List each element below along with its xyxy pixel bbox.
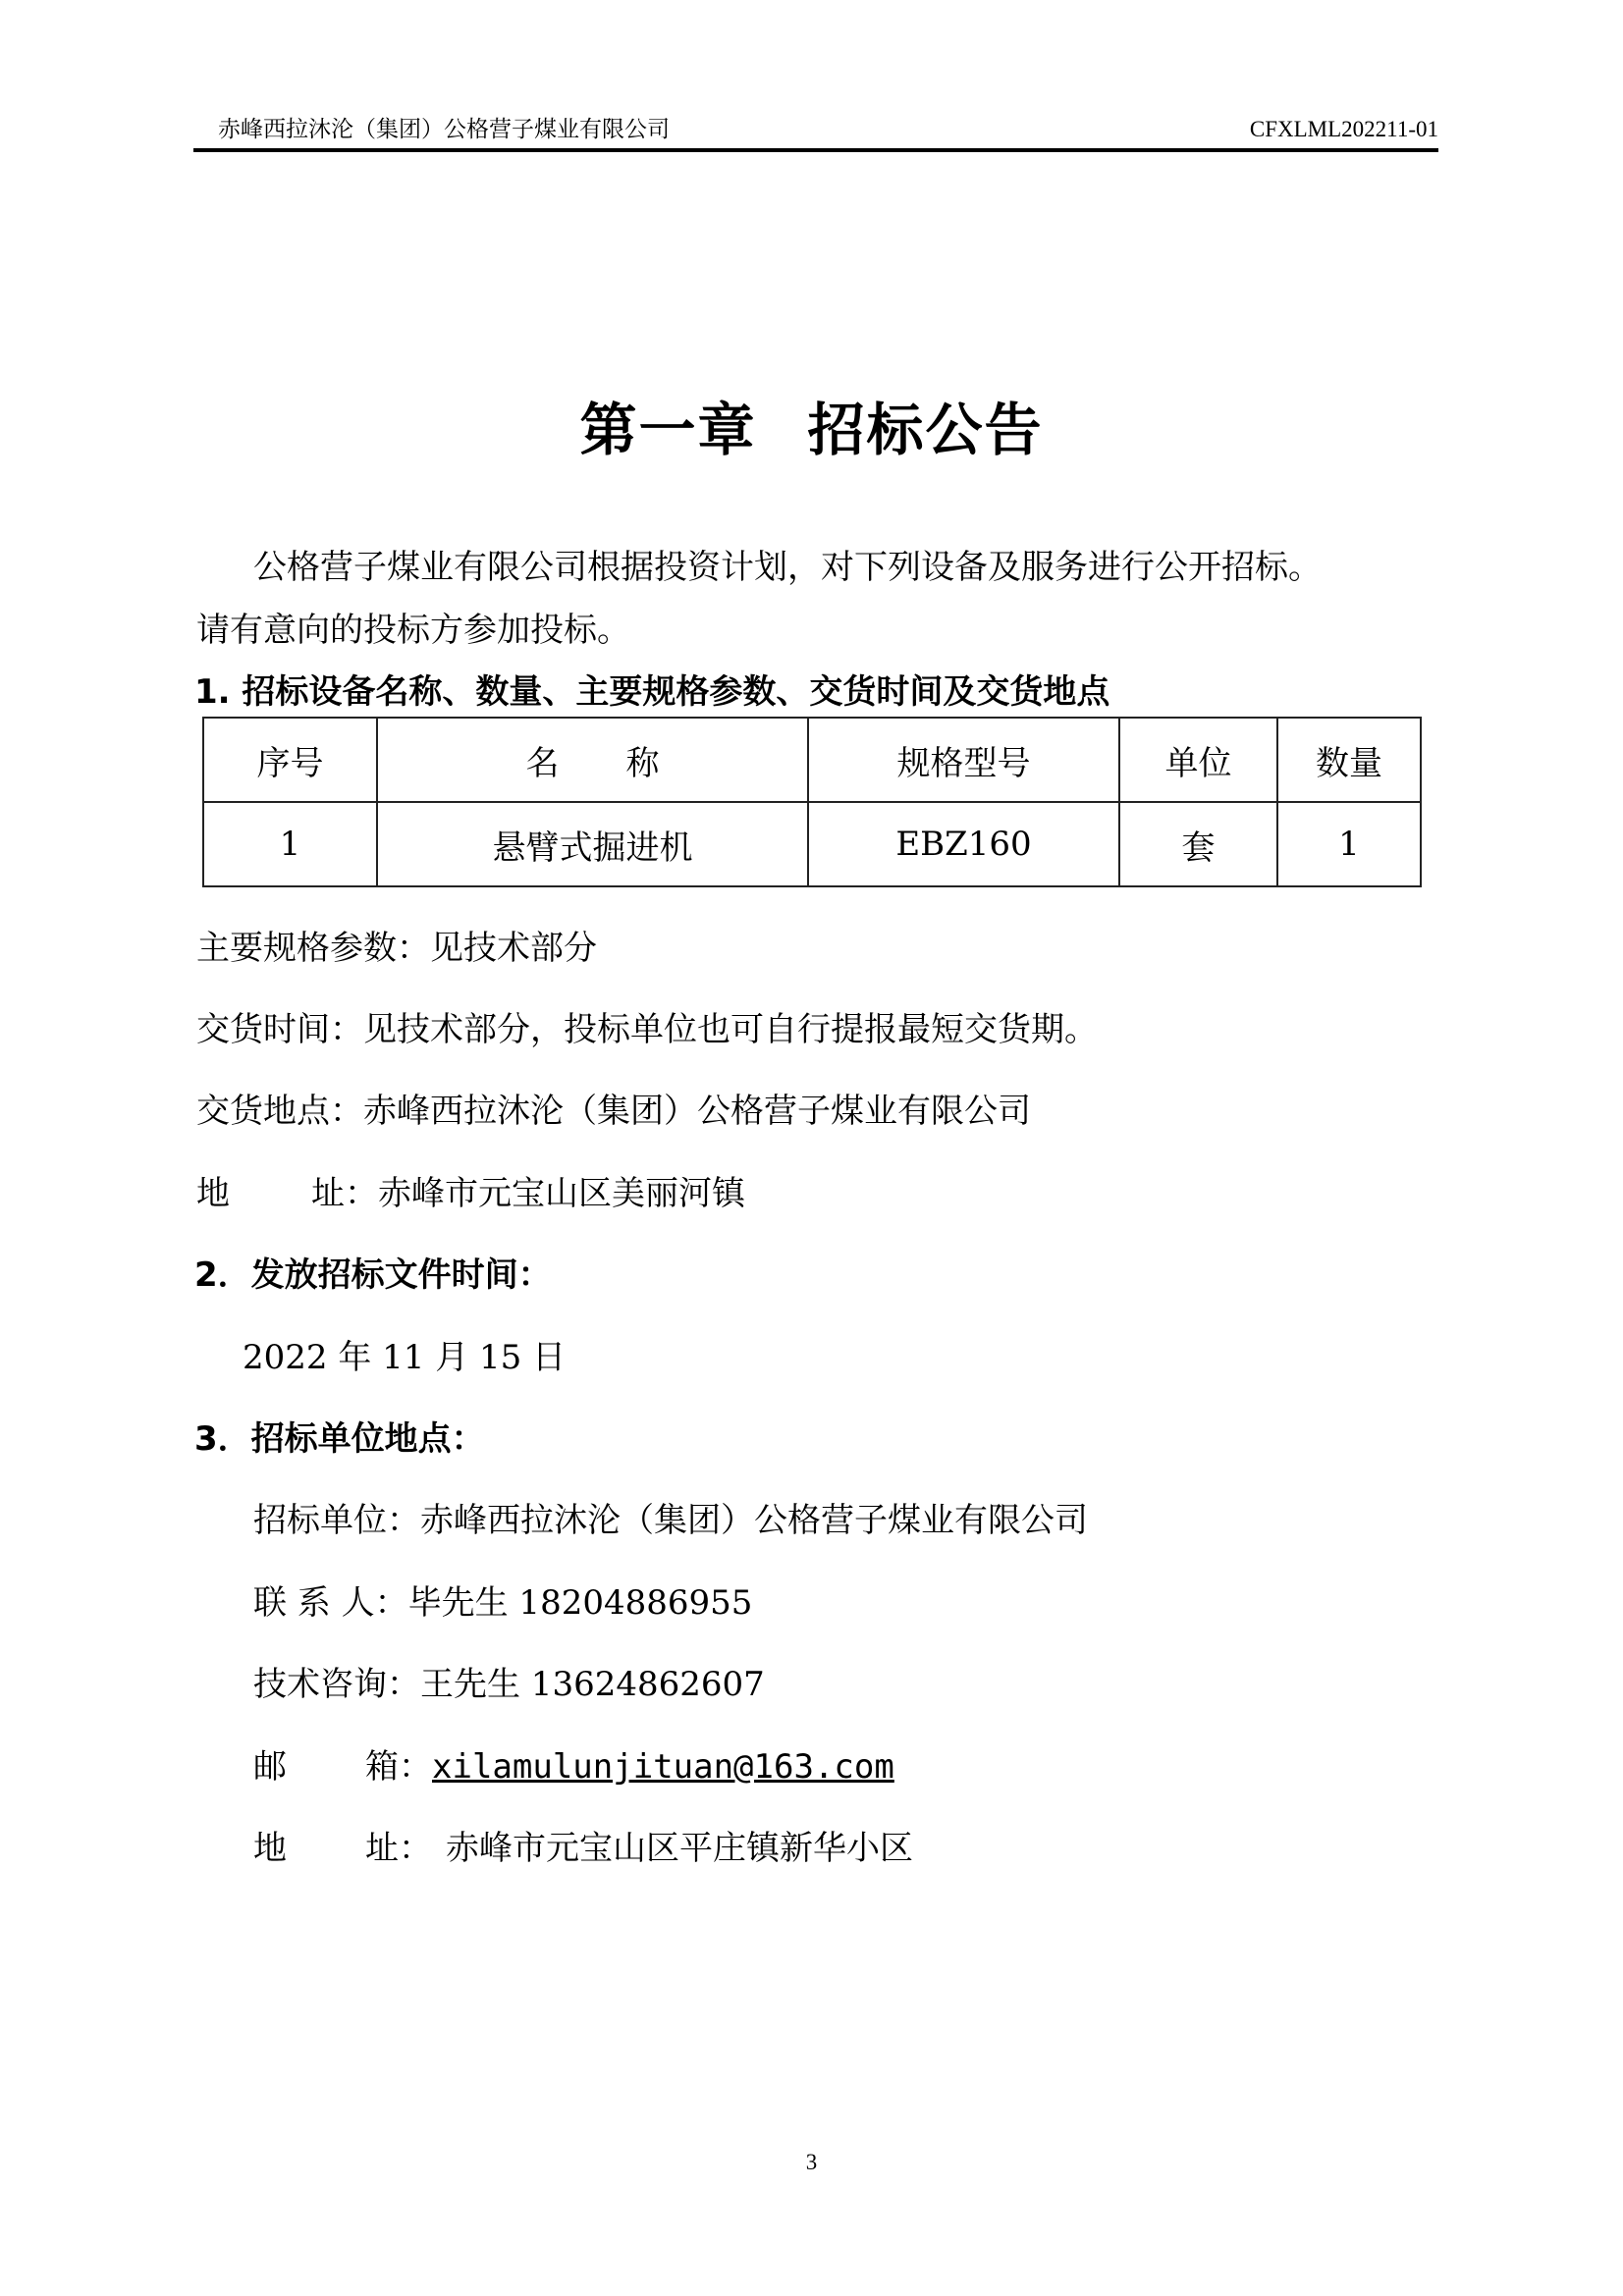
delivery-time-line: 交货时间：见技术部分，投标单位也可自行提报最短交货期。: [196, 1010, 1098, 1049]
contact-line: [253, 1581, 752, 1625]
title-chapter: 第一章: [579, 397, 757, 463]
address-line: [196, 1172, 745, 1215]
contact-value: 毕先生 18204886955: [407, 1583, 753, 1623]
contact-label: 联 系 人：: [253, 1583, 408, 1623]
col-header-quantity: 数量: [1277, 718, 1421, 802]
header-company: 赤峰西拉沐沦（集团）公格营子煤业有限公司: [218, 117, 670, 142]
tender-unit-value: 赤峰西拉沐沦（集团）公格营子煤业有限公司: [420, 1501, 1088, 1540]
tech-consult-label: 技术咨询：: [253, 1665, 420, 1704]
specs-line: 主要规格参数：见技术部分: [196, 929, 597, 968]
unit-address-line: [253, 1827, 913, 1870]
email-label: 邮: [253, 1747, 287, 1787]
address-label-2: 址：: [311, 1174, 378, 1213]
tender-unit-line: [253, 1499, 1088, 1542]
header-divider: [193, 148, 1438, 152]
unit-address-label-2: 址：: [365, 1829, 432, 1868]
header-doc-code: CFXLML202211-01: [1249, 117, 1438, 141]
section-2-heading: 2．发放招标文件时间：: [194, 1255, 552, 1295]
table-row: [203, 802, 1421, 886]
unit-address-label: 地: [253, 1829, 287, 1868]
cell-name: 悬臂式掘进机: [377, 802, 808, 886]
tech-consult-line: [253, 1663, 765, 1706]
col-header-unit: 单位: [1119, 718, 1277, 802]
equipment-table: [202, 717, 1422, 887]
tech-consult-value: 王先生 13624862607: [420, 1665, 765, 1704]
intro-line-2: 请有意向的投标方参加投标。: [196, 611, 630, 650]
col-header-name: 名 称: [377, 718, 808, 802]
section-1-heading: 1. 招标设备名称、数量、主要规格参数、交货时间及交货地点: [194, 672, 1110, 712]
cell-index: 1: [203, 802, 377, 886]
page-title: [0, 393, 1623, 467]
col-header-model: 规格型号: [808, 718, 1119, 802]
cell-unit: 套: [1119, 802, 1277, 886]
table-header-row: [203, 718, 1421, 802]
issue-date: 2022 年 11 月 15 日: [243, 1338, 567, 1377]
col-header-index: 序号: [203, 718, 377, 802]
cell-model: EBZ160: [808, 802, 1119, 886]
email-line: [253, 1745, 894, 1789]
email-label-2: 箱：: [365, 1747, 432, 1787]
intro-line-1: 公格营子煤业有限公司根据投资计划，对下列设备及服务进行公开招标。: [253, 548, 1322, 587]
section-3-heading: 3．招标单位地点：: [194, 1419, 485, 1459]
cell-quantity: 1: [1277, 802, 1421, 886]
unit-address-value: 赤峰市元宝山区平庄镇新华小区: [446, 1829, 913, 1868]
tender-unit-label: 招标单位：: [253, 1501, 420, 1540]
address-value: 赤峰市元宝山区美丽河镇: [378, 1174, 745, 1213]
title-name: 招标公告: [807, 397, 1044, 463]
email-link[interactable]: xilamulunjituan@163.com: [432, 1747, 894, 1787]
page-number: 3: [805, 2150, 818, 2174]
delivery-place-line: 交货地点：赤峰西拉沐沦（集团）公格营子煤业有限公司: [196, 1092, 1031, 1131]
address-label: 地: [196, 1174, 230, 1213]
